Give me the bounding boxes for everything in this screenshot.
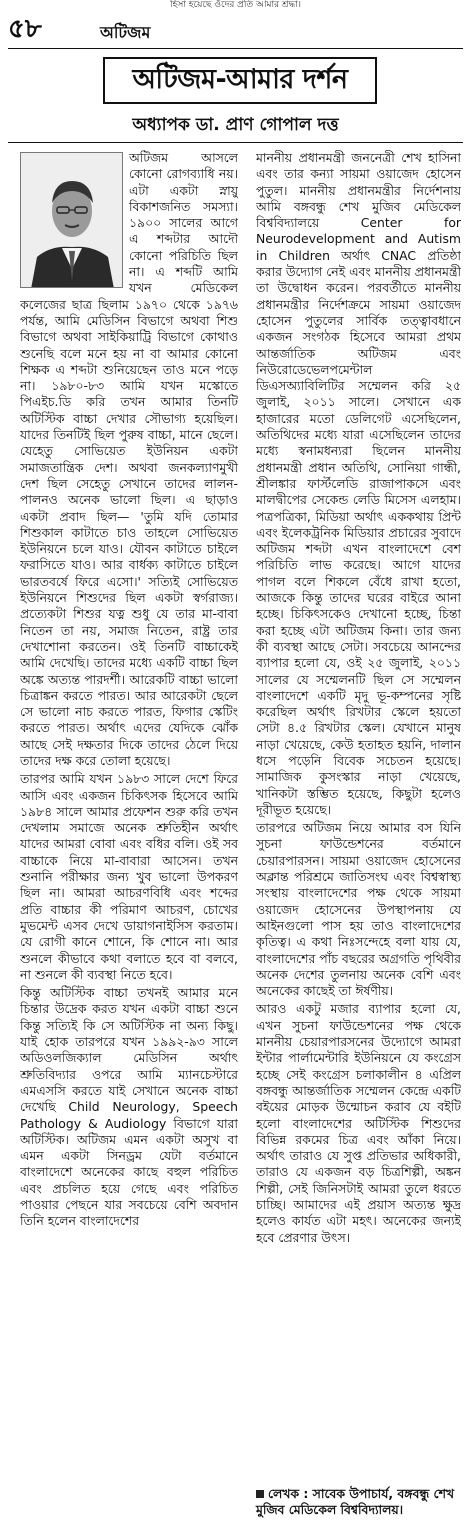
paragraph: আরও একটু মজার ব্যাপার হলো যে, এখন সুচনা ফাউন্ডেশনের পক্ষ থেকে মাননীয় চেয়ারপারসনের উদ্যোগে আমরা ইন্টার পার্লামেন্টারি ইউনিয়নে যে কংগ্রেস হচ্ছে সেই কংগ্রেস চলাকালীন ৪ এপ্রিল বঙ্গবন্ধু আন্তর্জাতিক সম্মেলন কেন্দ্রে একটি বইয়ের মোড়ক উন্মোচন করাব যে বইটি হলো বাংলাদেশের অটিস্টিক শিশুদের বিভিন্ন রকমের চিত্র এবং আঁকা নিয়ে। অর্থাৎ তারাও যে সুপ্ত প্রতিভার অধিকারী, তারাও যে একজন বড় চিত্রশিল্পী, অঙ্কন শিল্পী, সেই জিনিসটাই আমরা তুলে ধরতে চাচ্ছি। আমাদের এই প্রয়াস অত্যন্ত ক্ষুদ্র হলেও কার্যত এটা মহৎ। অনেকের জন্যই হবে প্রেরণার উৎস।: [256, 1001, 461, 1245]
article-column-left: [20, 150, 238, 1520]
paragraph: মাননীয় প্রধানমন্ত্রী জননেত্রী শেখ হাসিনা এবং তার কন্যা সায়মা ওয়াজেদ হোসেন পুতুল। মাননীয় প্রধানমন্ত্রীর নির্দেশনায় আমি বঙ্গবন্ধু শেখ মুজিব মেডিকেল বিশ্ববিদ্যালয়ে Center for Neurodevelopment and Autism in Children অর্থাৎ CNAC প্রতিষ্ঠা করার উদ্যোগ নেই এবং মাননীয় প্রধানমন্ত্রী তা উদ্বোধন করেন। পরবর্তীতে মাননীয় প্রধানমন্ত্রীর নির্দেশক্রমে সায়মা ওয়াজেদ হোসেন পুতুলের সার্বিক তত্ত্বাবধানে একজন সংগঠক হিসেবে আমরা প্রথম আন্তর্জাতিক অটিজম এবং নিউরোডেভেলপমেন্টাল ডিএসঅ্যাবিলিটির সম্মেলন করি ২৫ জুলাই, ২০১১ সালে। সেখানে এক হাজারের মতো ডেলিগেট এসেছিলেন, অতিথিদের মধ্যে যারা এসেছিলেন তাদের মধ্যে স্বনামধন্যরা ছিলেন মাননীয় প্রধানমন্ত্রী প্রধান অতিথি, সোনিয়া গান্ধী, শ্রীলঙ্কার ফার্স্টলেডি রাজাপাকসে এবং মালদ্বীপের সেকেন্ড লেডি মিসেস এলহাম। পত্রপত্রিকা, মিডিয়া অর্থাৎ এককথায় প্রিন্ট এবং ইলেকট্রনিক মিডিয়ার প্রচারের সুবাদে অটিজম শব্দটা এখন বাংলাদেশে বেশ পরিচিতি লাভ করেছে। আগে যাদের পাগল বলে শিকলে বেঁধে রাখা হতো, আজকে কিন্তু তাদের ঘরের বাইরে আনা হচ্ছে। চিকিৎসকেও দেখানো হচ্ছে, চিন্তা করা হচ্ছে এটা অটিজম কিনা। তার জন্য কী ব্যবস্থা আছে সেটা। সবচেয়ে আনন্দের ব্যাপার হলো যে, ওই ২৫ জুলাই, ২০১১ সালের যে সম্মেলনটি ছিল সে সম্মেলন বাংলাদেশে একটি মৃদু ভূ-কম্পনের সৃষ্টি করেছিল অর্থাৎ রিখটার স্কেলে হয়তো সেটা ৪.৫ রিখটার স্কেল। যেখানে মানুষ নাড়া খেয়েছে, কেউ হতাহত হয়নি, দালান ধসে পড়েনি বিবেক সচেতন হয়েছে। সামাজিক কুসংস্কার নাড়া খেয়েছে, খানিকটা স্তম্ভিত হয়েছে, কিছুটা হলেও দূরীভূত হয়েছে।: [256, 150, 461, 817]
paragraph: কিন্তু অটিস্টিক বাচ্চা তখনই আমার মনে চিন্তার উদ্রেক করত যখন একটা বাচ্চা শুনে কিন্তু সত্যিই কি সে অটিস্টিক না অন্য কিছু। যাই হোক তারপরে যখন ১৯৯২-৯৩ সালে অডিওলজিক্যাল মেডিসিন অর্থাৎ শ্রুতিবিদ্যার ওপরে আমি ম্যানচেস্টারে এমএসসি করতে যাই সেখানে অনেক বাচ্চা দেখেছি Child Neurology, Speech Pathology & Audiology বিভাগে যারা অটিস্টিক। অটিজম এমন একটা অসুখ বা এমন একটা সিনড্রম যেটা বর্তমানে বাংলাদেশে অনেকের কাছে বহুল পরিচিত এবং প্রচলিত হয়ে গেছে এবং পরিচিত পাওয়ার পেছনে যার সবচেয়ে বেশি অবদান তিনি হলেন বাংলাদেশের: [20, 985, 238, 1229]
section-label: অটিজম: [100, 23, 151, 42]
paragraph: তারপর আমি যখন ১৯৮৩ সালে দেশে ফিরে আসি এবং একজন চিকিৎসক হিসেবে আমি ১৯৮৪ সালে আমার প্রফেশন শুরু করি তখন দেখলাম সমাজে অনেক শ্রুতিহীন অর্থাৎ যাদের আমরা বোবা এবং বধির বলি। ওই সব বাচ্চাকে নিয়ে মা-বাবারা আসেন। তখন শুনানি পরীক্ষার জন্য খুব ভালো উপকরণ ছিল না। আমরা আচরণবিধি এবং শব্দের প্রতি বাচ্চার কী পরিমাণ আচরণ, চোখের মুভমেন্ট এসব দেখে ডায়াগনাইসিস করতাম। যে রোগী কানে শোনে, কি শোনে না। আর শুনলে কীভাবে কথা বলাতে হবে বা বলবে, না শুনলে কী ব্যবস্থা নিতে হবে।: [20, 771, 238, 982]
author-note-text: সাবেক উপাচার্য, বঙ্গবন্ধু শেখ মুজিব মেডিকেল বিশ্ববিদ্যালয়।: [256, 1486, 455, 1517]
divider: [8, 142, 463, 143]
top-strip: হিসা হয়েছে ওঁদের প্রতি আমার শ্রদ্ধা।: [170, 0, 301, 10]
author-photo: [20, 152, 123, 288]
bullet-square-icon: [256, 1490, 264, 1498]
author-note: [256, 1486, 466, 1518]
page-header: [8, 14, 463, 49]
paragraph: অটিজম আসলে কোনো রোগব্যাধি নয়। এটা একটা স্নায়ু বিকাশজনিত সমস্যা। ১৯০০ সালের আগে এ শব্দটার আদৌ কোনো পরিচিতি ছিল না। এ শব্দটি আমি যখন মেডিকেল কলেজের ছাত্র ছিলাম ১৯৭০ থেকে ১৯৭৬ পর্যন্ত, আমি মেডিসিন বিভাগে অথবা শিশু বিভাগে অথবা সাইকিয়াট্রি বিভাগে কোথাও শুনেছি বলে মনে হয় না বা আমার কোনো শিক্ষক এ শব্দটা শুনিয়েছেন তাও মনে পড়ে না। ১৯৮০-৮৩ আমি যখন মস্কোতে পিএইচ.ডি করি তখন আমার তিনটি অটিস্টিক বাচ্চা দেখার সৌভাগ্য হয়েছিল। যাদের তিনটিই ছিল পুরুষ বাচ্চা, মানে ছেলে। যেহেতু সোভিয়েত ইউনিয়ন একটা সমাজতান্ত্রিক দেশ। অথবা জনকল্যাণমুখী দেশ ছিল সেহেতু সেখানে তাদের লালন-পালনও অনেক ভালো ছিল। এ ছাড়াও একটা প্রবাদ ছিল— 'তুমি যদি তোমার শিশুকাল কাটাতে চাও তাহলে সোভিয়েত ইউনিয়নে চলে যাও। যৌবন কাটাতে চাইলে ফরাসিতে যাও। আর বার্ধক্য কাটাতে চাইলে ভারতবর্ষে ফিরে এসো।' সত্যিই সোভিয়েত ইউনিয়নে শিশুদের ছিল একটা স্বর্গরাজ্য। প্রত্যেকটা শিশুর যত্ন শুধু যে তার মা-বাবা নিতেন তা নয়, সমাজ নিতেন, রাষ্ট্র তার দেখাশোনা করতেন। ওই তিনটি বাচ্চাকেই আমি দেখেছি। তাদের মধ্যে একটি বাচ্চা ছিল অঙ্কে অত্যন্ত পারদর্শী। আরেকটি বাচ্চা ভালো চিত্রাঙ্কন করতে পারত। আর আরেকটা ছেলে সে ভালো নাচ করতে পারত, ফিগার স্কেটিং করতে পারত। অর্থাৎ এদের যেদিকে ঝোঁক আছে সেই দক্ষতার দিকে তাদের ঠেলে দিয়ে তাদের দক্ষ করে তোলা হয়েছে।: [20, 150, 238, 768]
article-column-right: [256, 150, 461, 1520]
article-title: অটিজম-আমার দর্শন: [103, 57, 377, 104]
paragraph: তারপরে অটিজম নিয়ে আমার বস যিনি সুচনা ফাউন্ডেশনের বর্তমানে চেয়ারপারসন। সায়মা ওয়াজেদ হোসেনের অক্লান্ত পরিশ্রমে জাতিসংঘ এবং বিশ্বস্বাস্থ্য সংস্থায় বাংলাদেশের পক্ষ থেকে সায়মা ওয়াজেদ হোসেনের উপস্থাপনায় যে আইনগুলো পাস হয় তাও বাংলাদেশের কৃতিত্ব। এ কথা নিঃসন্দেহে বলা যায় যে, বাংলাদেশের পাঁচ বছরের অগ্রগতি পৃথিবীর অনেক দেশের তুলনায় অনেক বেশি এবং অনেকের কাছেই তা ঈর্ষণীয়।: [256, 820, 461, 999]
page-number: ৫৮: [8, 14, 42, 44]
author-note-label: লেখক :: [268, 1486, 309, 1501]
article-byline: অধ্যাপক ডা. প্রাণ গোপাল দত্ত: [132, 115, 339, 135]
